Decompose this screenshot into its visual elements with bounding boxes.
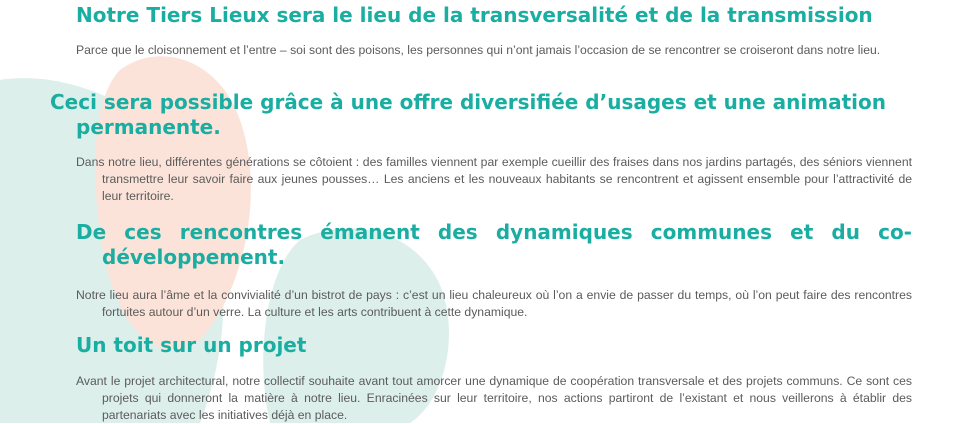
section-heading: De ces rencontres émanent des dynamiques communes et du co-développement. — [76, 220, 912, 269]
section-heading: Un toit sur un projet — [76, 333, 307, 357]
section-paragraph: Avant le projet architectural, notre collectif souhaite avant tout amorcer une dynamique de coopération transversale et des projets communs. Ce sont ces projets qui donneront la matière à notre lieu. Enracinées sur leur territoire, nos actions partiront de l’existant et nous veillerons à établir des partenariats avec les initiatives déjà en place. — [76, 374, 912, 422]
section-paragraph: Parce que le cloisonnement et l’entre – soi sont des poisons, les personnes qui n’ont jamais l’occasion de se rencontrer se croiseront dans notre lieu. — [76, 43, 881, 57]
section-heading: Ceci sera possible grâce à une offre diversifiée d’usages et une animation permanente. — [50, 90, 887, 139]
section-heading: Notre Tiers Lieux sera le lieu de la transversalité et de la transmission — [76, 3, 873, 27]
section-paragraph: Notre lieu aura l’âme et la convivialité d’un bistrot de pays : c’est un lieu chaleureux où l’on a envie de passer du temps, où l’on peut faire des rencontres fortuites autour d’un verre. La culture et les arts contribuent à cette dynamique. — [76, 288, 912, 319]
section-paragraph: Dans notre lieu, différentes générations se côtoient : des familles viennent par exemple cueillir des fraises dans nos jardins partagés, des séniors viennent transmettre leur savoir faire aux jeunes pousses… Les anciens et les nouveaux habitants se rencontrent et agissent ensemble pour l’attractivité de leur territoire. — [76, 155, 912, 203]
